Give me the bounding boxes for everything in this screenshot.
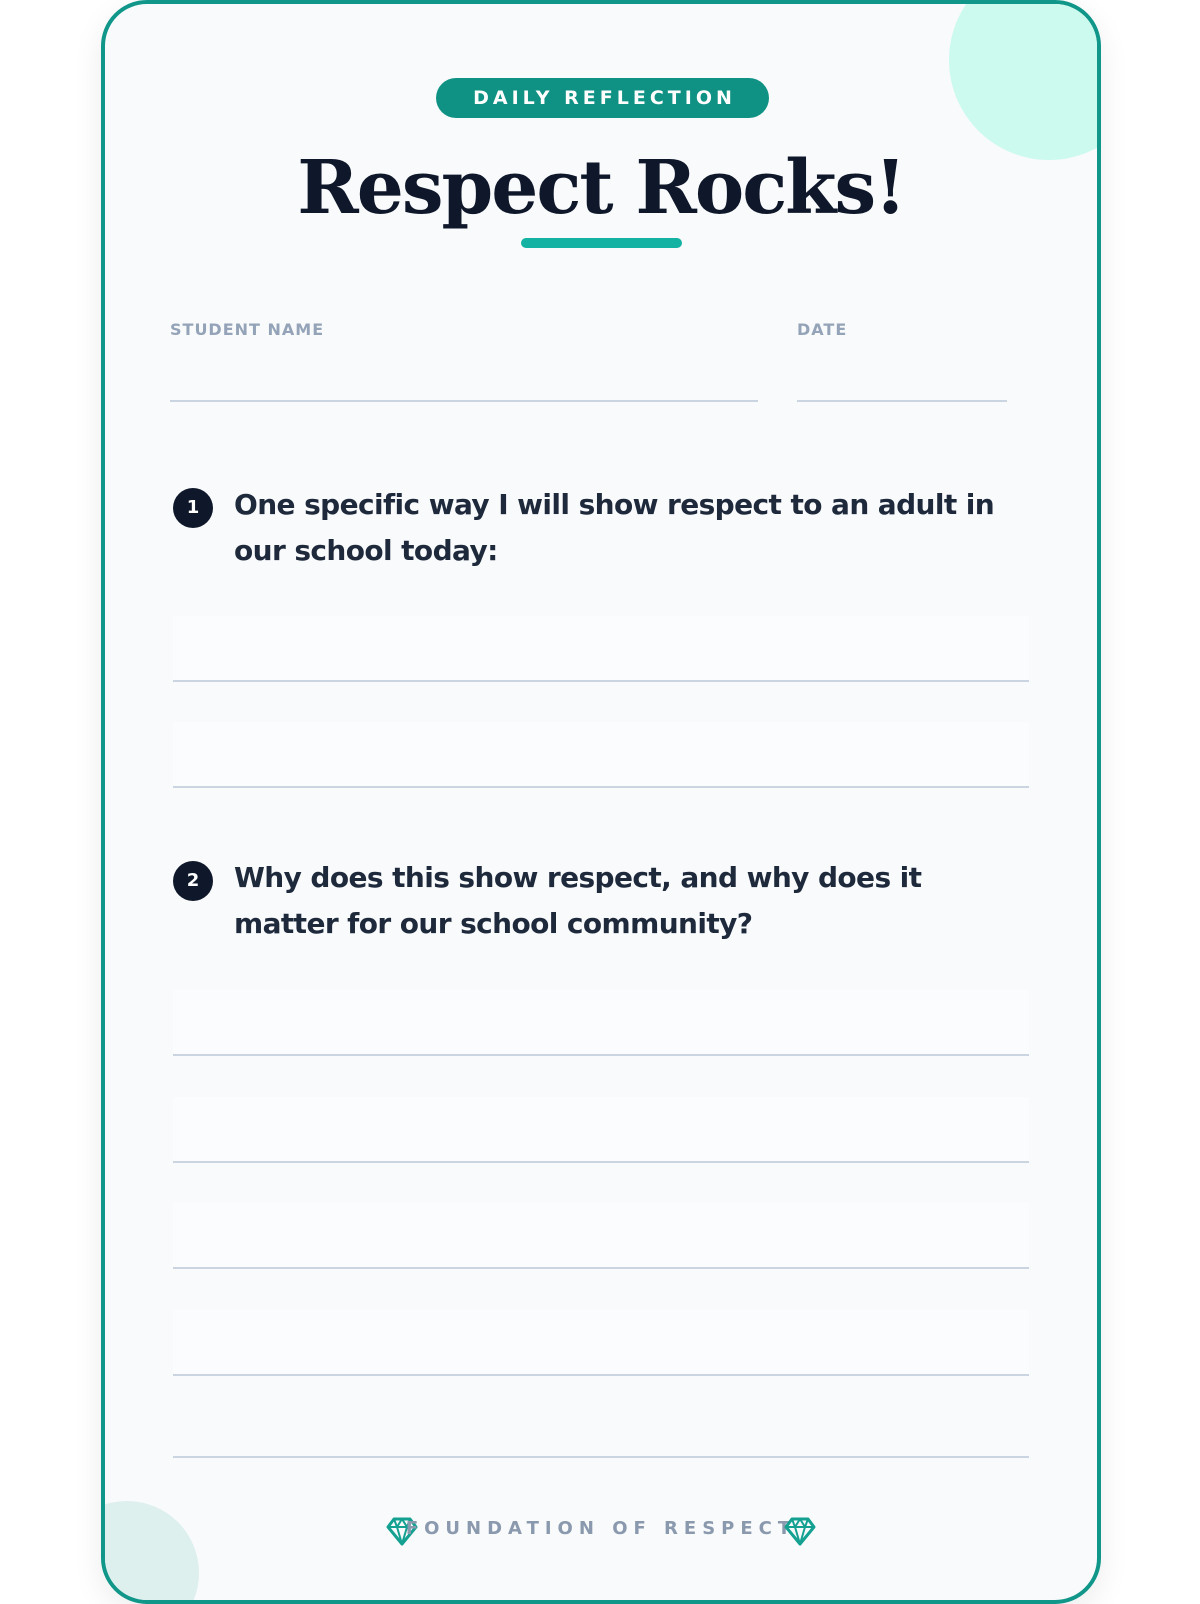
answer-line[interactable] [173, 616, 1029, 682]
answer-line[interactable] [173, 722, 1029, 788]
answer-line[interactable] [173, 1097, 1029, 1163]
daily-reflection-badge: DAILY REFLECTION [436, 78, 769, 118]
title-underline [521, 238, 682, 248]
date-label: DATE [797, 320, 848, 339]
answer-line[interactable] [173, 1310, 1029, 1376]
footer [105, 1504, 1097, 1552]
page-title: Respect Rocks! [297, 145, 905, 231]
footer-text: FOUNDATION OF RESPECT [405, 1518, 797, 1539]
decorative-circle-top [949, 0, 1101, 160]
answer-line[interactable] [173, 990, 1029, 1056]
student-name-field[interactable] [170, 400, 758, 402]
answer-line[interactable] [173, 1203, 1029, 1269]
question-number-2: 2 [173, 861, 213, 901]
reflection-card [101, 0, 1101, 1604]
question-number-1: 1 [173, 488, 213, 528]
date-field[interactable] [797, 400, 1007, 402]
question-2-text: Why does this show respect, and why does it matter for our school community? [234, 861, 922, 940]
gem-icon [783, 1514, 817, 1548]
question-1-text: One specific way I will show respect to an adult in our school today: [234, 488, 995, 567]
student-name-label: STUDENT NAME [170, 320, 325, 339]
answer-line[interactable] [173, 1392, 1029, 1458]
